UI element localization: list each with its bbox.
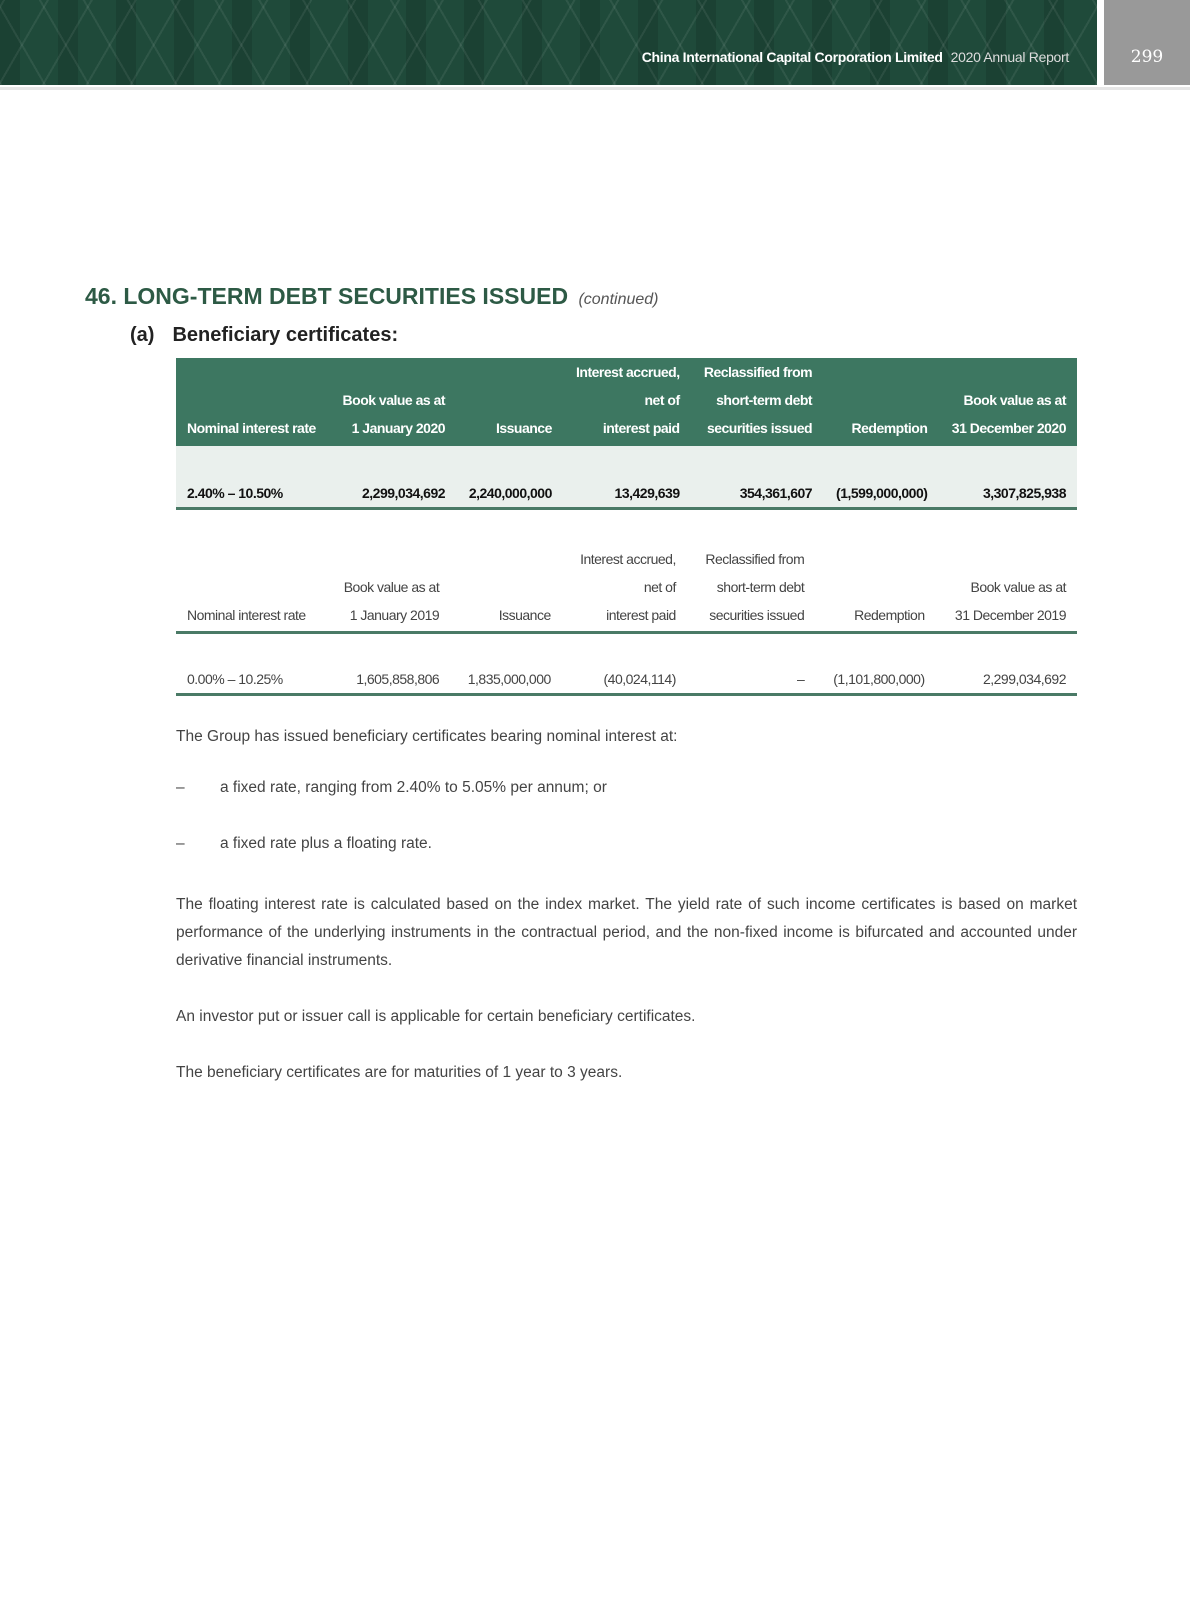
col-header: Issuance [450,601,562,633]
subsection-text: Beneficiary certificates: [172,324,399,346]
subsection-title [130,324,398,347]
table-row [176,633,1077,695]
cell: 2.40% – 10.50% [176,446,329,508]
page-number: 299 [1104,0,1190,85]
col-header: 31 December 2020 [938,414,1077,446]
col-header: 31 December 2019 [936,601,1077,633]
col-header: Issuance [456,414,563,446]
cell: 1,835,000,000 [450,633,562,695]
col-header: Book value as at [343,579,440,595]
col-header: net of [643,579,676,595]
paragraph: An investor put or issuer call is applicable for certain beneficiary certificates. [176,1008,696,1025]
header-banner [0,0,1097,85]
col-header: 1 January 2020 [329,414,456,446]
paragraph: The Group has issued beneficiary certificates bearing nominal interest at: [176,728,678,745]
paragraph: The floating interest rate is calculated based on the index market. The yield rate of such income certificates is based on market performance of the underlying instruments in the contractual period, and the non-fixed income is bifurcated and accounted under derivative financial instruments. [176,896,1077,969]
cell: 2,240,000,000 [456,446,563,508]
col-header: short-term debt [691,386,823,414]
section-title [85,283,659,310]
cell: 3,307,825,938 [938,446,1077,508]
col-header: Redemption [815,601,935,633]
col-header: securities issued [687,601,815,633]
table-2020 [176,358,1077,510]
col-header: Book value as at [970,579,1066,595]
col-header: Book value as at [329,386,456,414]
dash-icon: – [176,835,185,852]
col-header: interest paid [563,414,691,446]
cell: 354,361,607 [691,446,823,508]
col-header: Interest accrued, [580,551,676,567]
col-header: securities issued [691,414,823,446]
cell: – [687,633,815,695]
cell: (40,024,114) [562,633,687,695]
col-header: Nominal interest rate [176,601,325,633]
col-header: short-term debt [716,579,805,595]
col-header: Nominal interest rate [176,414,329,446]
subsection-label: (a) [130,324,155,346]
bullet-text: a fixed rate, ranging from 2.40% to 5.05% per annum; or [220,779,607,796]
col-header: net of [563,386,691,414]
col-header: interest paid [562,601,687,633]
cell: 2,299,034,692 [329,446,456,508]
table-2019 [176,545,1077,696]
table-row [176,446,1077,508]
report-name: 2020 Annual Report [950,49,1069,65]
company-name: China International Capital Corporation Limited [641,49,943,65]
cell: 2,299,034,692 [936,633,1077,695]
col-header: Book value as at [938,386,1077,414]
bullet-item [176,779,607,797]
report-header [642,49,1069,65]
section-title-text: 46. LONG-TERM DEBT SECURITIES ISSUED [85,283,569,309]
bullet-text: a fixed rate plus a floating rate. [220,835,432,852]
cell: (1,599,000,000) [823,446,938,508]
col-header: Interest accrued, [563,358,691,386]
continued-label: (continued) [578,291,659,308]
cell: 13,429,639 [563,446,691,508]
dash-icon: – [176,779,185,796]
col-header: 1 January 2019 [325,601,450,633]
col-header: Reclassified from [691,358,823,386]
header-divider [0,87,1190,90]
cell: (1,101,800,000) [815,633,935,695]
paragraph: The beneficiary certificates are for maturities of 1 year to 3 years. [176,1064,623,1081]
bullet-item [176,835,432,853]
col-header: Redemption [823,414,938,446]
cell: 1,605,858,806 [325,633,450,695]
cell: 0.00% – 10.25% [176,633,325,695]
col-header: Reclassified from [705,551,805,567]
